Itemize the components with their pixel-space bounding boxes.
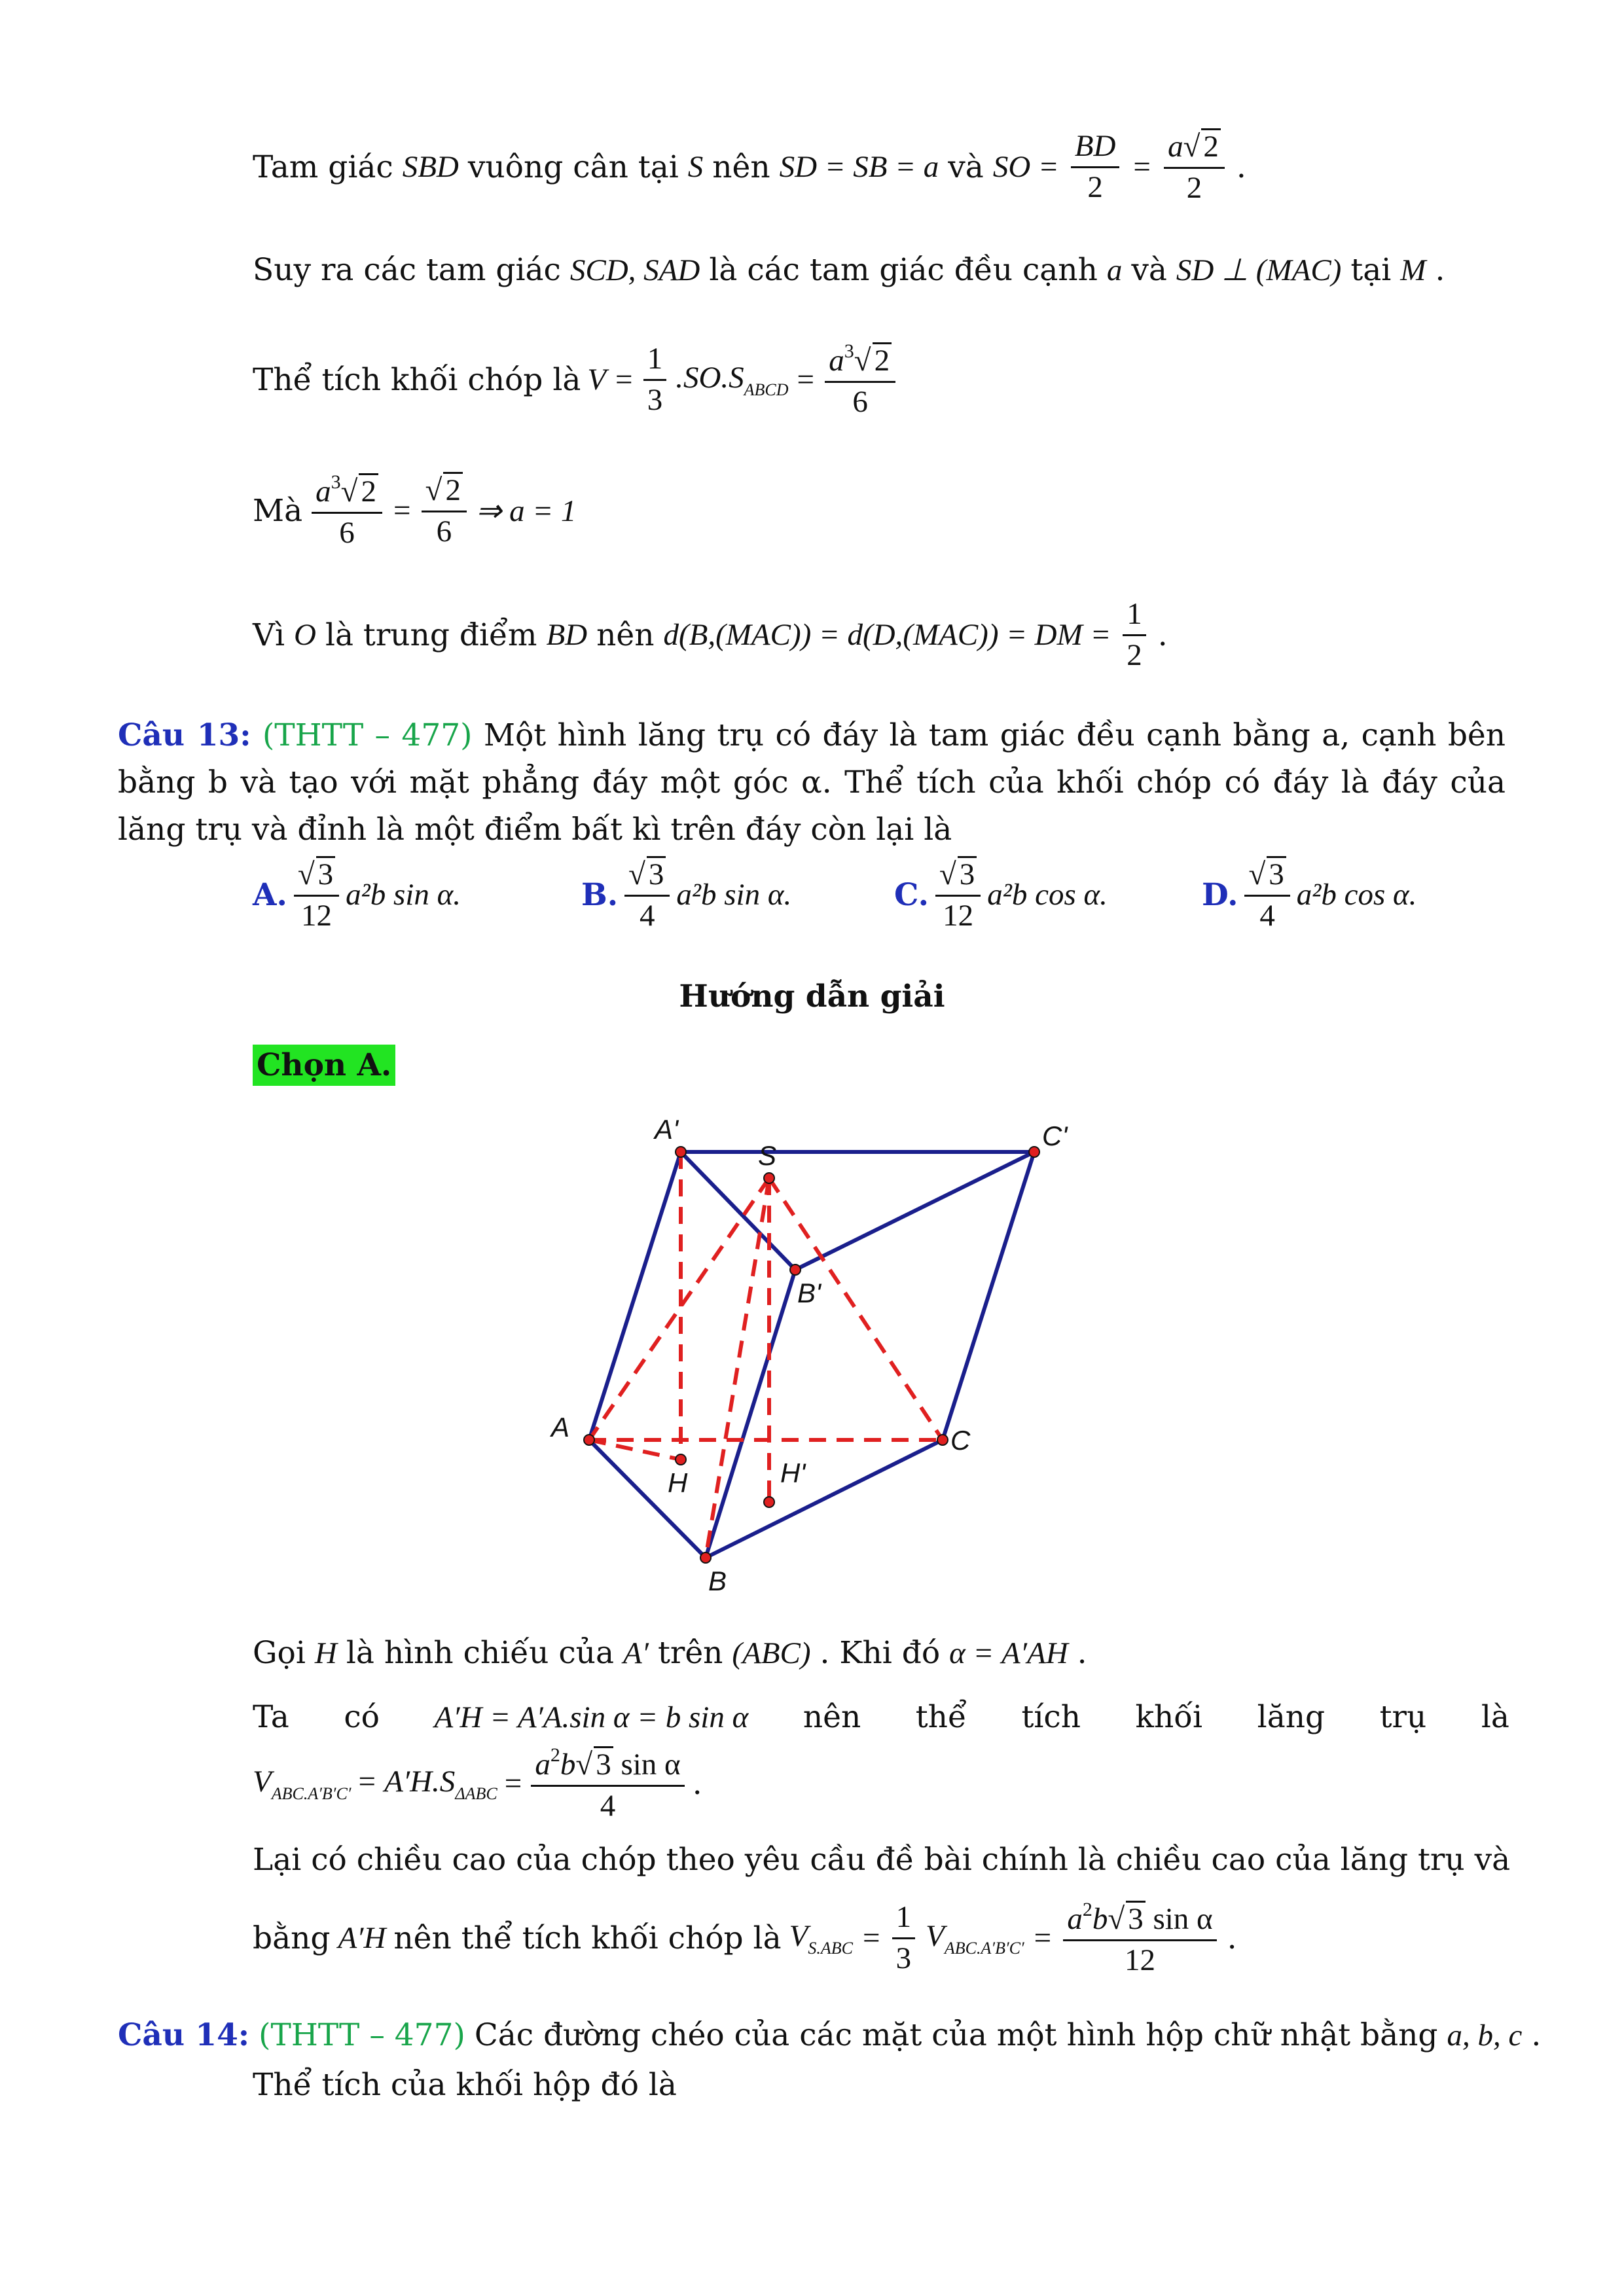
option-a[interactable]: A. $\frac{√ 3}{12}$ a²b sin α. xyxy=(253,857,461,933)
question-13 xyxy=(118,712,1506,853)
line-midpoint: Vì O là trung điểm BD nên d(B,(MAC)) = d(D,(MAC)) = DM = $\frac{1}{2}$ . xyxy=(253,596,1168,672)
edge-a1-b1 xyxy=(681,1152,795,1270)
point-b1 xyxy=(790,1265,801,1275)
question-source: (THTT – 477) xyxy=(262,717,473,753)
label-c1: C' xyxy=(1042,1121,1068,1151)
fraction-1-3-b: $\frac{1}{3}$ xyxy=(892,1901,916,1975)
solution-line-2: Ta có A′H = A′A.sin α = b sin α nên thể tích khối lăng trụ là xyxy=(253,1699,1509,1735)
solution-line-4: Lại có chiều cao của chóp theo yêu cầu đề bài chính là chiều cao của lăng trụ và xyxy=(253,1842,1511,1878)
point-a1 xyxy=(676,1147,686,1157)
label-a: A xyxy=(551,1412,570,1443)
solution-line-1: Gọi H là hình chiếu của A′ trên (ABC) . Khi đó α = A′AH . xyxy=(253,1635,1087,1671)
question-label: Câu 14: xyxy=(118,2017,250,2053)
fraction-bd-2: $\frac{BD}{2}$ xyxy=(1071,130,1120,204)
label-c: C xyxy=(950,1425,971,1456)
point-a xyxy=(584,1435,594,1445)
solution-line-3: $V_{ABC.A'B'C'}$ = $A'H.S_{\Delta ABC}$ = $\frac{a^2b√ 3 \sin \alpha}{4}$ . xyxy=(253,1744,702,1823)
fraction-1-2: $\frac{1}{2}$ xyxy=(1123,598,1146,672)
question-text: Các đường chéo của các mặt của một hình hộp chữ nhật bằng xyxy=(474,2017,1438,2053)
label-b: B xyxy=(708,1566,727,1596)
point-s xyxy=(764,1173,774,1183)
question-14: Câu 14: (THTT – 477) Các đường chéo của các mặt của một hình hộp chữ nhật bằng a, b, c . xyxy=(118,2017,1542,2053)
fraction-a3-sqrt2-6: $\frac{a^3√ 2}{6}$ xyxy=(825,340,895,419)
line-volume: Thể tích khối chóp là V = $\frac{1}{3}$ $.SO.S_{ABCD}$ = $\frac{a^3√ 2}{6}$ xyxy=(253,334,898,425)
fraction-a-sqrt2-2: $\frac{a√ 2}{2}$ xyxy=(1164,128,1225,205)
edge-a-b xyxy=(589,1440,706,1558)
edge-b1-c1 xyxy=(795,1152,1034,1270)
option-c[interactable]: C. $\frac{√ 3}{12}$ a²b cos α. xyxy=(894,857,1108,933)
dash-s-c xyxy=(769,1178,943,1440)
fraction-1-3: $\frac{1}{3}$ xyxy=(643,342,667,417)
question-14-line-2: Thể tích của khối hộp đó là xyxy=(253,2067,677,2103)
point-c xyxy=(937,1435,948,1445)
point-h xyxy=(676,1454,686,1465)
question-label: Câu 13: xyxy=(118,717,251,753)
fraction-sqrt2-6: $\frac{√ 2}{6}$ xyxy=(422,472,467,548)
solution-line-5: bằng A′H nên thể tích khối chóp là $V_{S.ABC}$ = $\frac{1}{3}$ $V_{ABC.A'B'C'}$ = $\frac{a^2b√ 3 \sin \alpha}{12}$ . xyxy=(253,1898,1237,1977)
edge-b1-b xyxy=(706,1270,795,1558)
edge-a1-a xyxy=(589,1152,681,1440)
dash-s-b xyxy=(706,1178,769,1558)
option-b[interactable]: B. $\frac{√ 3}{4}$ a²b sin α. xyxy=(581,857,792,933)
question-text: Một hình lăng trụ có đáy là tam giác đều cạnh bằng a, cạnh bên bằng b và tạo với mặt phẳng đáy một góc α. Thể tích của khối chóp có đáy là đáy của lăng trụ và đỉnh là một điểm bất kì trên đáy còn lại là xyxy=(118,717,1506,848)
line-scd-sad: Suy ra các tam giác SCD, SAD là các tam giác đều cạnh a và SD ⊥ (MAC) tại M . xyxy=(253,252,1445,288)
line-sbd: Tam giác SBD vuông cân tại S nên SD = SB = a và SO = $\frac{BD}{2}$ = $\frac{a√ 2}{2}$ . xyxy=(253,128,1246,205)
label-a1: A' xyxy=(655,1114,679,1145)
guide-heading: Hướng dẫn giải xyxy=(679,978,945,1014)
option-d[interactable]: D. $\frac{√ 3}{4}$ a²b cos α. xyxy=(1202,857,1417,933)
fraction-prism-volume: $\frac{a^2b√ 3 \sin \alpha}{4}$ xyxy=(531,1744,684,1823)
line-ma: Mà $\frac{a^3√ 2}{6}$ = $\frac{√ 2}{6}$ ⇒ a = 1 xyxy=(253,471,577,550)
label-h: H xyxy=(668,1467,688,1498)
point-h1 xyxy=(764,1497,774,1507)
chosen-answer: Chọn A. xyxy=(253,1047,395,1083)
fraction-a3-sqrt2-6-b: $\frac{a^3√ 2}{6}$ xyxy=(312,471,382,550)
label-h1: H' xyxy=(780,1458,806,1488)
question-source: (THTT – 477) xyxy=(259,2017,465,2053)
edge-b-c xyxy=(706,1440,943,1558)
edge-c1-c xyxy=(943,1152,1034,1440)
prism-figure xyxy=(537,1106,1126,1597)
point-b xyxy=(700,1552,711,1563)
fraction-pyramid-volume: $\frac{a^2b√ 3 \sin \alpha}{12}$ xyxy=(1063,1899,1216,1977)
point-c1 xyxy=(1029,1147,1039,1157)
label-s: S xyxy=(758,1140,777,1171)
label-b1: B' xyxy=(797,1278,821,1308)
